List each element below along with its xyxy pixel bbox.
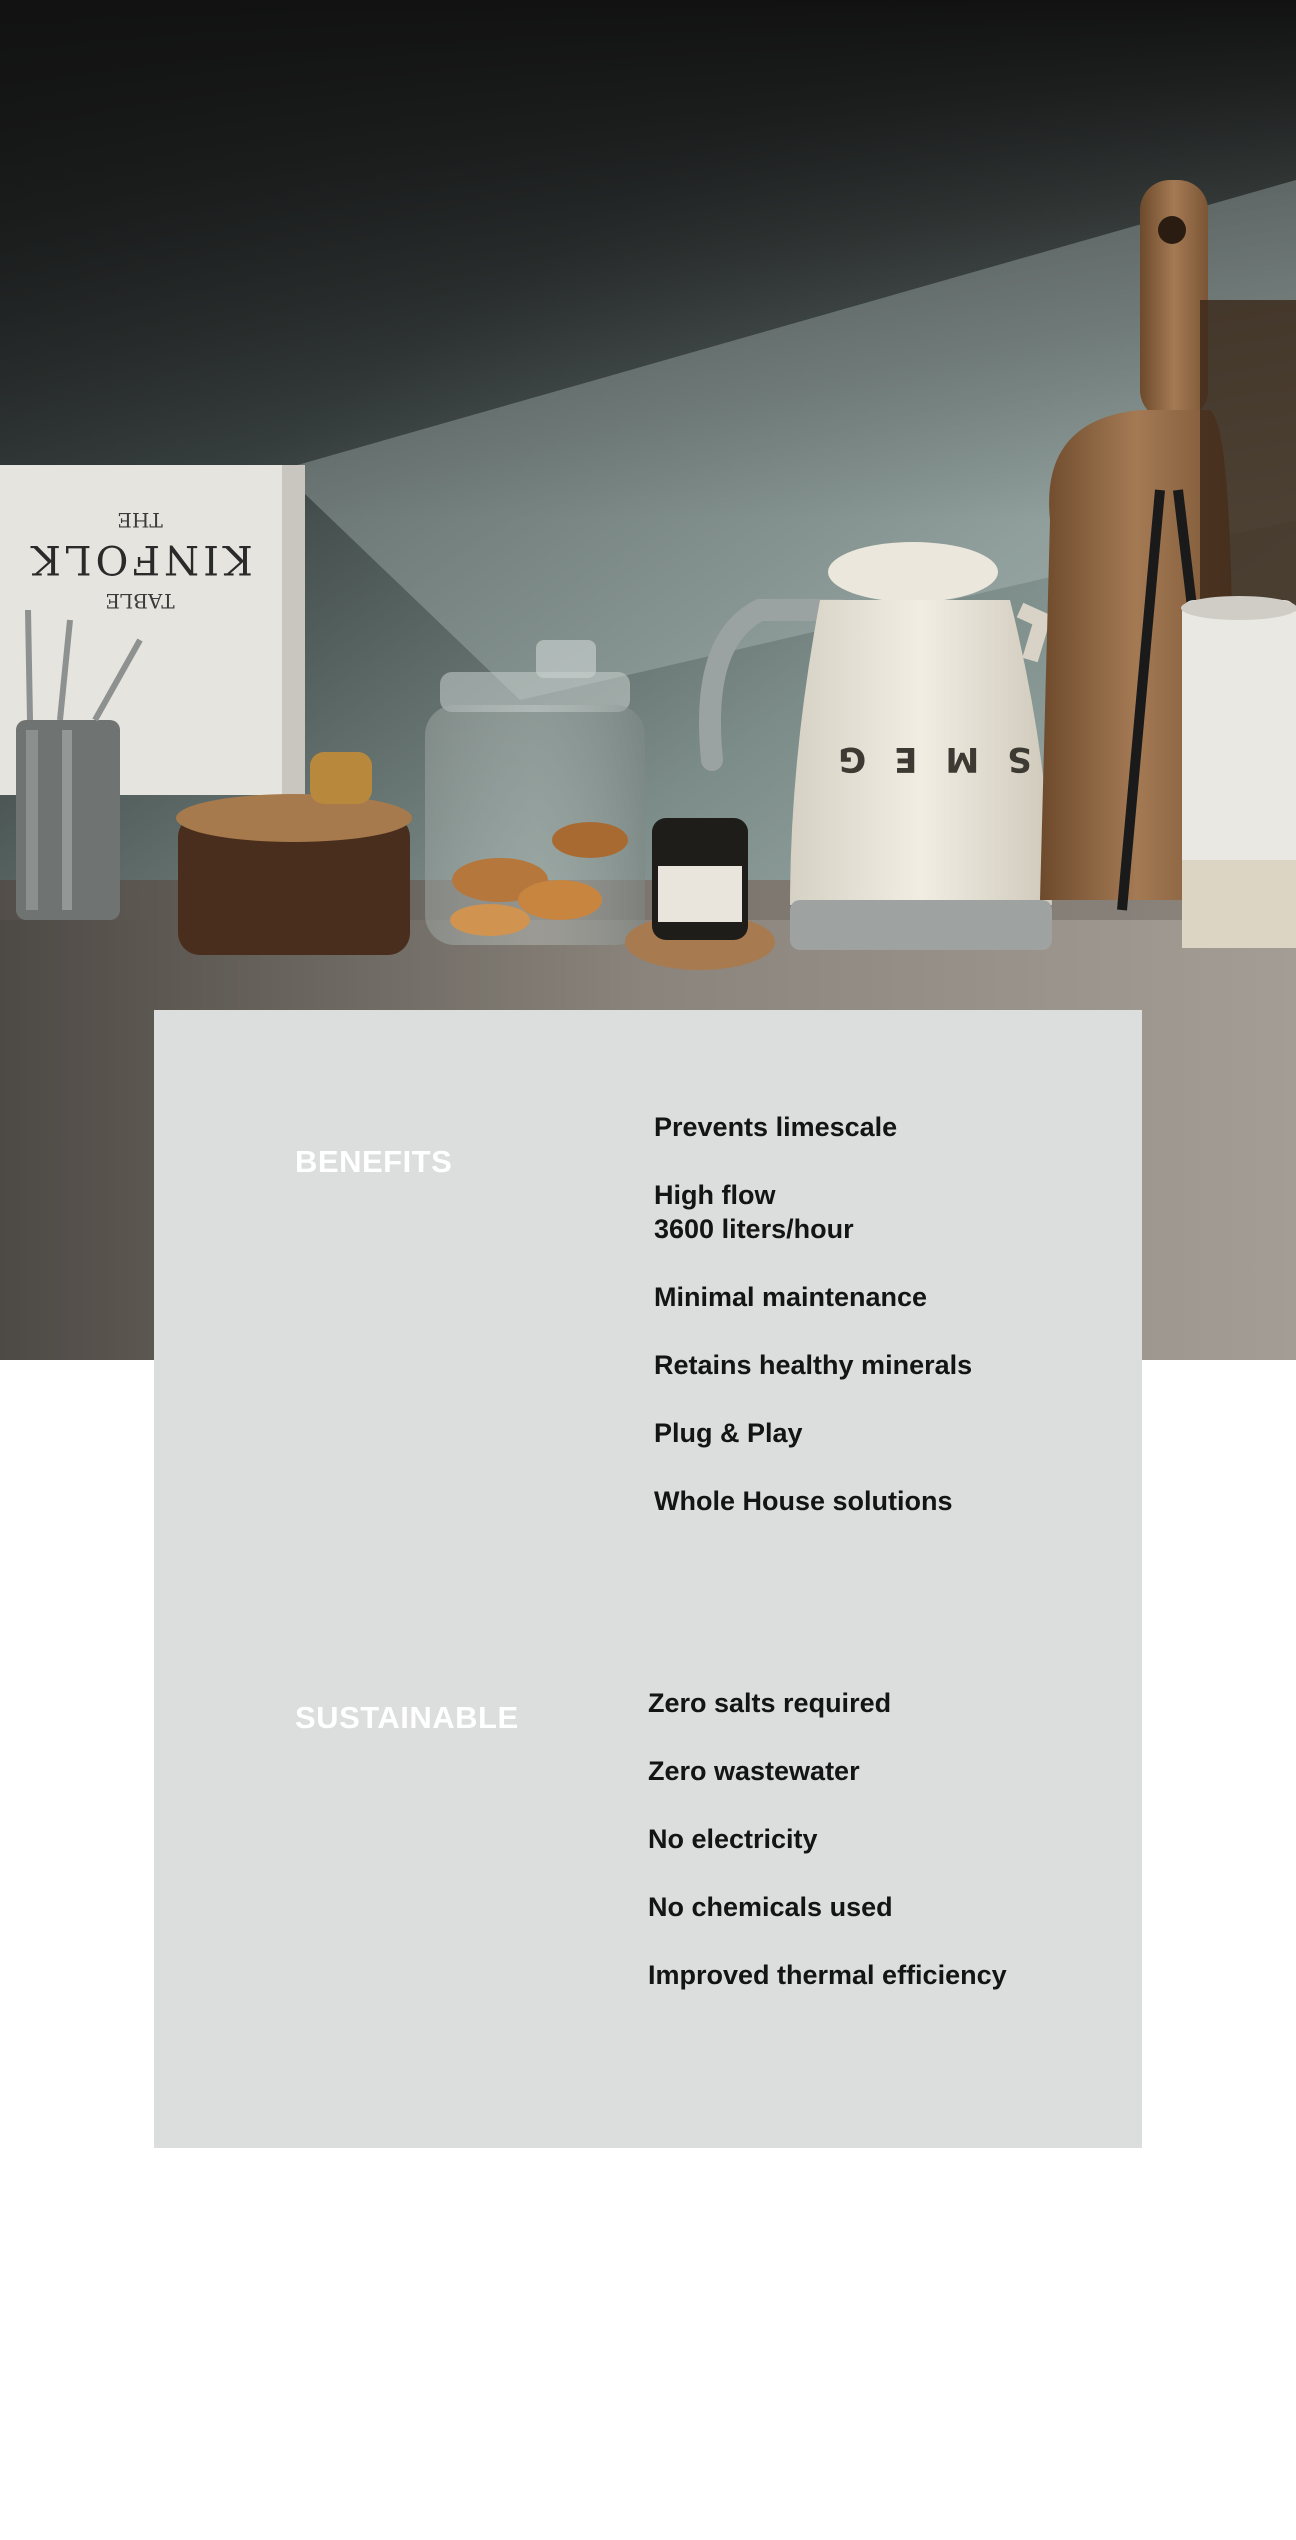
benefit-sublabel: 3600 liters/hour	[654, 1214, 854, 1244]
info-panel	[154, 1010, 1142, 2148]
benefit-label: Whole House solutions	[654, 1486, 953, 1516]
benefit-item	[654, 1348, 972, 1382]
sustainable-item	[648, 1754, 1007, 1788]
benefit-item	[654, 1110, 972, 1144]
benefit-label: Minimal maintenance	[654, 1282, 928, 1312]
sustainable-item	[648, 1958, 1007, 1992]
book-line-2: KINFOLK	[27, 536, 253, 582]
benefit-item	[654, 1280, 972, 1314]
sustainable-item	[648, 1822, 1007, 1856]
benefit-item	[654, 1416, 972, 1450]
white-jug	[1181, 596, 1296, 948]
benefit-label: High flow	[654, 1180, 776, 1210]
sustainable-item	[648, 1890, 1007, 1924]
benefits-heading: BENEFITS	[295, 1144, 453, 1179]
sustainable-label: Improved thermal efficiency	[648, 1960, 1007, 1990]
sustainable-item	[648, 1686, 1007, 1720]
benefit-label: Prevents limescale	[654, 1112, 898, 1142]
sustainable-heading: SUSTAINABLE	[295, 1700, 519, 1735]
benefit-item	[654, 1178, 972, 1246]
book-line-3: TABLE	[105, 589, 175, 613]
sustainable-label: Zero wastewater	[648, 1756, 860, 1786]
kettle-brand: SMEG	[810, 739, 1032, 779]
benefit-item	[654, 1484, 972, 1518]
sustainable-label: No electricity	[648, 1824, 818, 1854]
cookie-jar	[425, 640, 645, 945]
book-line-1: THE	[117, 508, 163, 532]
sustainable-label: No chemicals used	[648, 1892, 893, 1922]
benefit-label: Plug & Play	[654, 1418, 803, 1448]
sustainable-label: Zero salts required	[648, 1688, 892, 1718]
benefits-list	[654, 1110, 972, 1552]
sustainable-list	[648, 1686, 1007, 2026]
benefit-label: Retains healthy minerals	[654, 1350, 973, 1380]
